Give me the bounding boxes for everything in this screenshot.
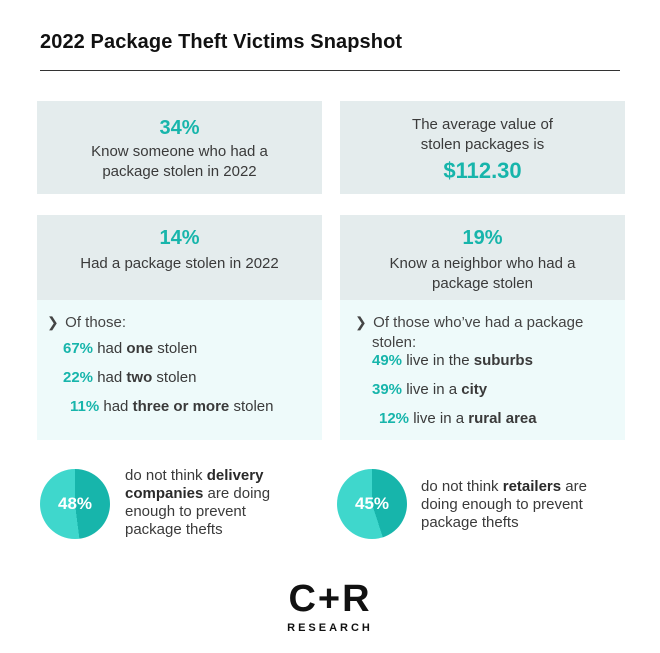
breakdown-row bbox=[63, 369, 196, 386]
row-percent: 39% bbox=[372, 381, 403, 398]
row-text: live in a bbox=[409, 410, 469, 427]
chevron-right-icon: ❯ bbox=[355, 314, 367, 330]
stat-card-know-someone bbox=[37, 101, 322, 194]
row-bold: two bbox=[126, 369, 153, 386]
breakdown-row bbox=[372, 381, 487, 398]
row-percent: 12% bbox=[379, 410, 410, 427]
breakdown-row bbox=[372, 352, 533, 369]
title-divider bbox=[40, 70, 620, 71]
pie-percent-label: 48% bbox=[57, 494, 93, 513]
row-percent: 22% bbox=[63, 369, 94, 386]
breakdown-intro bbox=[355, 312, 583, 353]
caption-text: enough to prevent bbox=[125, 503, 246, 520]
stat-card-had-stolen bbox=[37, 215, 322, 300]
logo-subtitle: RESEARCH bbox=[287, 622, 373, 634]
breakdown-intro bbox=[47, 312, 126, 333]
breakdown-location bbox=[340, 300, 625, 440]
row-percent: 67% bbox=[63, 340, 94, 357]
stat-text-line: package stolen bbox=[432, 275, 533, 292]
row-bold: one bbox=[126, 340, 154, 357]
stat-text-line: Know someone who had a bbox=[91, 143, 268, 160]
row-bold: suburbs bbox=[473, 352, 533, 369]
caption-bold: companies bbox=[125, 485, 204, 502]
caption-text: are doing bbox=[203, 485, 271, 502]
breakdown-row bbox=[63, 340, 197, 357]
stat-percent: 14% bbox=[159, 227, 200, 249]
row-text: had bbox=[93, 340, 127, 357]
pie-caption-delivery bbox=[125, 467, 270, 539]
row-percent: 49% bbox=[372, 352, 403, 369]
stat-money-value: $112.30 bbox=[443, 158, 522, 183]
stat-text-line: Had a package stolen in 2022 bbox=[80, 255, 279, 272]
stat-text-line: package stolen in 2022 bbox=[102, 163, 257, 180]
row-bold: rural area bbox=[468, 410, 537, 427]
caption-text: do not think bbox=[125, 467, 207, 484]
stat-text-line: The average value of bbox=[412, 116, 553, 133]
row-text: stolen bbox=[153, 340, 198, 357]
row-text: had bbox=[93, 369, 127, 386]
breakdown-row bbox=[70, 398, 273, 415]
caption-bold: delivery bbox=[206, 467, 264, 484]
row-text: live in a bbox=[402, 381, 462, 398]
caption-bold: retailers bbox=[502, 478, 562, 495]
caption-text: are bbox=[561, 478, 587, 495]
logo-wordmark: C+R bbox=[288, 578, 372, 620]
row-text: stolen bbox=[229, 398, 274, 415]
breakdown-intro-text: Of those who’ve had a package bbox=[373, 314, 584, 331]
stat-percent: 34% bbox=[159, 117, 200, 139]
caption-text: package thefts bbox=[125, 521, 223, 538]
breakdown-row bbox=[379, 410, 537, 427]
breakdown-stolen-count bbox=[37, 300, 322, 440]
stat-card-average-value bbox=[340, 101, 625, 194]
pie-caption-retailers bbox=[421, 478, 587, 532]
pie-chart-delivery-companies bbox=[40, 469, 110, 539]
stat-card-know-neighbor bbox=[340, 215, 625, 300]
row-text: stolen bbox=[152, 369, 197, 386]
row-text: had bbox=[99, 398, 133, 415]
page-title: 2022 Package Theft Victims Snapshot bbox=[40, 31, 403, 53]
caption-text: doing enough to prevent bbox=[421, 496, 583, 513]
stat-text-line: Know a neighbor who had a bbox=[389, 255, 576, 272]
stat-text-line: stolen packages is bbox=[420, 136, 545, 153]
breakdown-intro-text: Of those: bbox=[65, 314, 127, 331]
pie-percent-label: 45% bbox=[354, 494, 390, 513]
chevron-right-icon: ❯ bbox=[47, 314, 59, 330]
caption-text: package thefts bbox=[421, 514, 519, 531]
row-percent: 11% bbox=[70, 398, 100, 415]
stat-percent: 19% bbox=[462, 227, 503, 249]
pie-chart-retailers bbox=[337, 469, 407, 539]
breakdown-intro-text: stolen: bbox=[372, 334, 417, 351]
row-bold: city bbox=[461, 381, 488, 398]
caption-text: do not think bbox=[421, 478, 503, 495]
row-text: live in the bbox=[402, 352, 474, 369]
row-bold: three or more bbox=[132, 398, 230, 415]
